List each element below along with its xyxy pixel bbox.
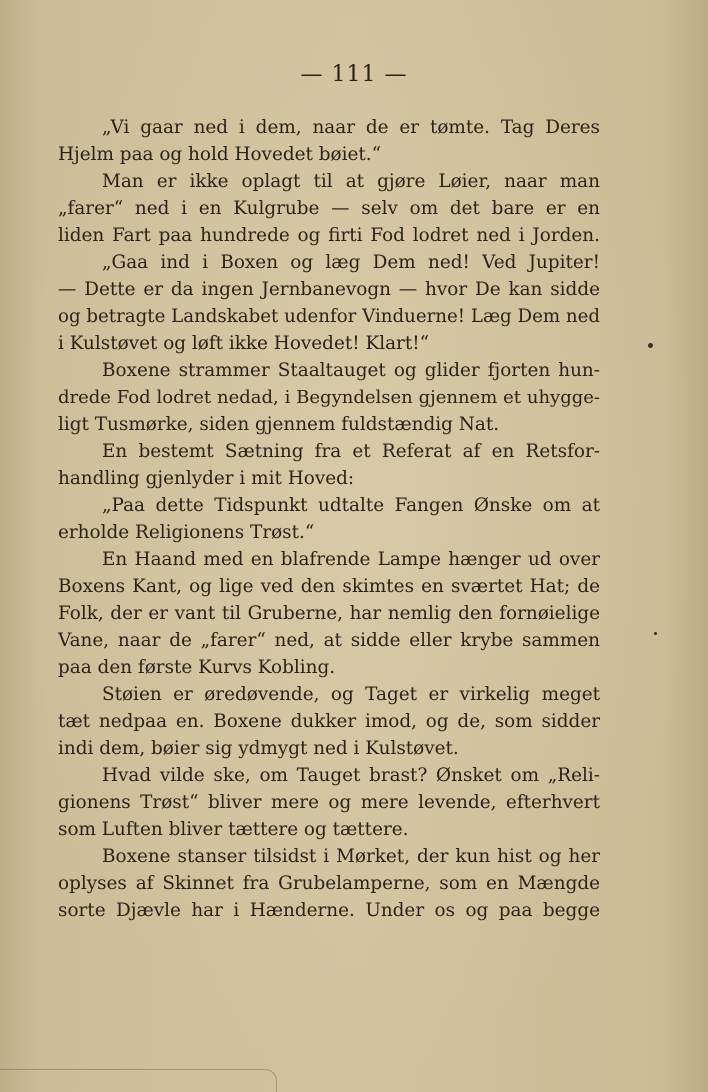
text-line: som Luften bliver tættere og tættere. [58, 819, 409, 840]
text-line: og betragte Landskabet udenfor Vinduerne! Læg Dem ned [58, 306, 600, 327]
text-line: oplyses af Skinnet fra Grubelamperne, som en Mængde [58, 873, 600, 894]
text-line: Vane, naar de „farer“ ned, at sidde eller krybe sammen [58, 630, 600, 651]
text-line: En Haand med en blafrende Lampe hænger ud over [102, 549, 600, 570]
ink-speck [648, 343, 653, 348]
text-line: paa den første Kurvs Kobling. [58, 657, 336, 678]
text-line: „Vi gaar ned i dem, naar de er tømte. Tag Deres [102, 117, 600, 138]
page-edge-shadow [0, 1069, 277, 1092]
page-number: — 111 — [300, 62, 408, 87]
body-text [58, 114, 600, 924]
text-line: En bestemt Sætning fra et Referat af en Retsfor- [102, 441, 600, 462]
text-line: — Dette er da ingen Jernbanevogn — hvor De kan sidde [58, 279, 600, 300]
text-line: liden Fart paa hundrede og firti Fod lodret ned i Jorden. [58, 225, 600, 246]
text-line: tæt nedpaa en. Boxene dukker imod, og de, som sidder [58, 711, 600, 732]
text-line: ligt Tusmørke, siden gjennem fuldstændig Nat. [58, 414, 500, 435]
text-line: Støien er øredøvende, og Taget er virkelig meget [102, 684, 600, 705]
text-line: Hvad vilde ske, om Tauget brast? Ønsket om „Reli- [102, 765, 600, 786]
text-line: Folk, der er vant til Gruberne, har nemlig den fornøielige [58, 603, 600, 624]
text-line: handling gjenlyder i mit Hoved: [58, 468, 355, 489]
text-line: Boxene stanser tilsidst i Mørket, der kun hist og her [102, 846, 600, 867]
text-line: gionens Trøst“ bliver mere og mere levende, efterhvert [58, 792, 600, 813]
text-line: Hjelm paa og hold Hovedet bøiet.“ [58, 144, 381, 165]
text-line: Boxene strammer Staaltauget og glider fjorten hun- [102, 360, 600, 381]
text-line: sorte Djævle har i Hænderne. Under os og paa begge [58, 900, 600, 921]
text-line: indi dem, bøier sig ydmygt ned i Kulstøvet. [58, 738, 459, 759]
text-line: Man er ikke oplagt til at gjøre Løier, naar man [102, 171, 600, 192]
text-line: i Kulstøvet og løft ikke Hovedet! Klart!“ [58, 333, 430, 354]
ink-speck [654, 632, 657, 635]
text-line: drede Fod lodret nedad, i Begyndelsen gjennem et uhygge- [58, 387, 600, 408]
text-line: „Paa dette Tidspunkt udtalte Fangen Ønske om at [102, 495, 600, 516]
text-line: erholde Religionens Trøst.“ [58, 522, 315, 543]
text-line: Boxens Kant, og lige ved den skimtes en sværtet Hat; de [58, 576, 600, 597]
text-line: „Gaa ind i Boxen og læg Dem ned! Ved Jupiter! [102, 252, 600, 273]
text-line: „farer“ ned i en Kulgrube — selv om det bare er en [58, 198, 600, 219]
